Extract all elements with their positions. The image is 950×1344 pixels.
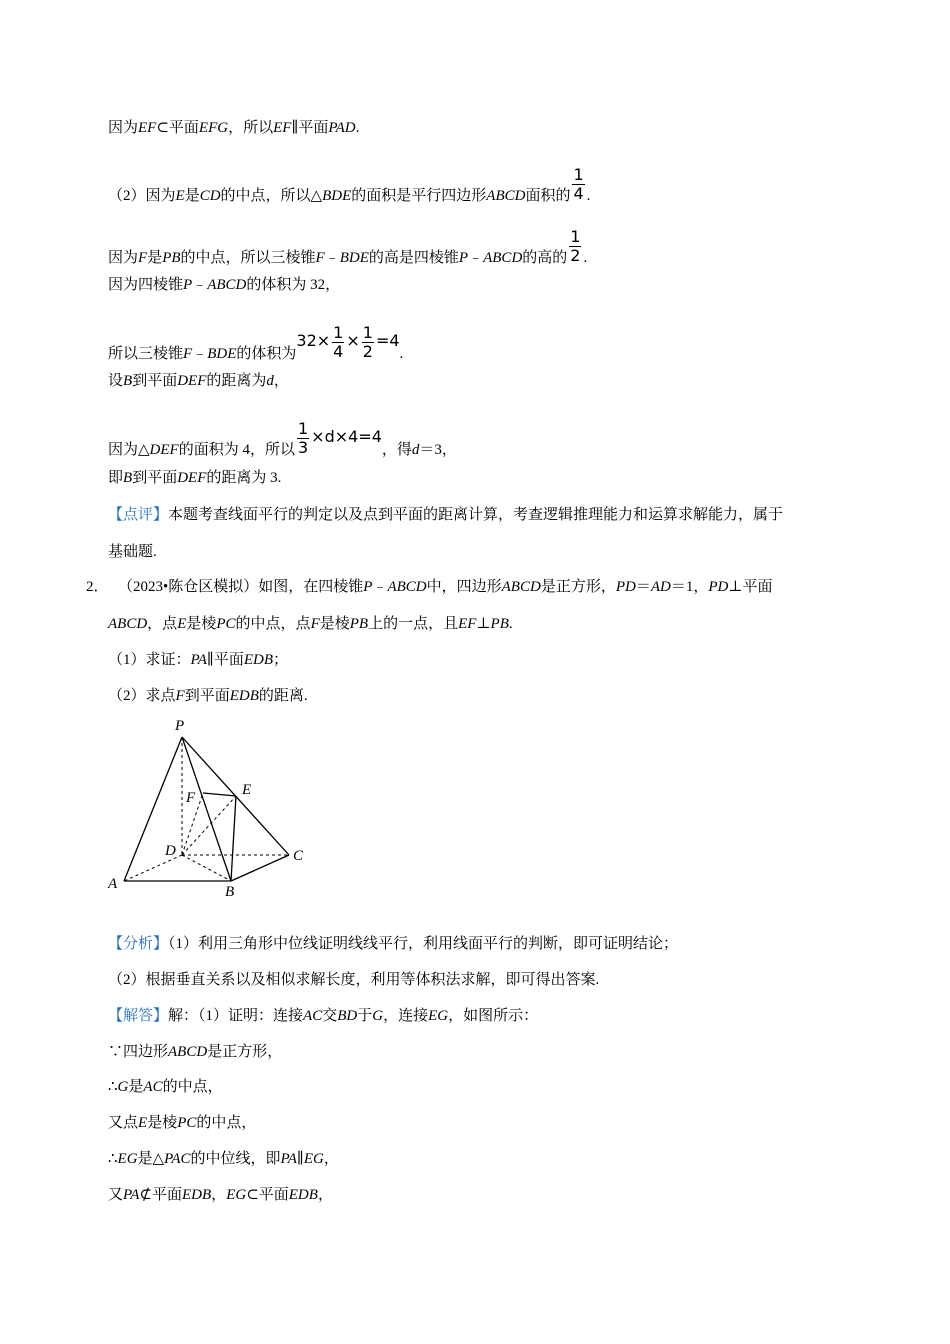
edge-PA — [124, 737, 182, 881]
solution-line-6: 设B到平面DEF的距离为d， — [108, 373, 289, 389]
label-P: P — [175, 718, 185, 734]
problem-stem-line-1: （2023•陈仓区模拟）如图，在四棱锥P﹣ABCD中，四边形ABCD是正方形，PD＝AD＝1，PD⊥平面 — [118, 579, 773, 595]
answer-line-5: ∴EG是△PAC的中位线，即PA∥EG， — [108, 1151, 339, 1167]
solution-line-3: 因为F是PB的中点，所以三棱锥F﹣BDE的高是四棱锥P﹣ABCD的高的 $\frac{1}{2}$ . — [108, 227, 588, 266]
problem-number: 2． — [86, 579, 109, 595]
edge-EB — [231, 796, 236, 881]
answer-line-4: 又点E是棱PC的中点， — [108, 1115, 257, 1131]
comment-line-1: 【点评】本题考查线面平行的判定以及点到平面的距离计算，考查逻辑推理能力和运算求解能力，属于 — [108, 507, 784, 523]
label-D: D — [165, 843, 176, 859]
label-A: A — [108, 876, 118, 892]
label-B: B — [225, 884, 235, 900]
solution-line-4: 因为四棱锥P﹣ABCD的体积为 32， — [108, 277, 341, 293]
fraction-one-quarter: $\frac{1}{4}$ — [573, 165, 584, 203]
analysis-tag: 【分析】 — [108, 936, 169, 952]
label-F: F — [186, 790, 196, 806]
analysis-line-1: 【分析】（1）利用三角形中位线证明线线平行，利用线面平行的判断，即可证明结论； — [108, 936, 679, 952]
analysis-line-2: （2）根据垂直关系以及相似求解长度，利用等体积法求解，即可得出答案. — [108, 972, 600, 988]
solution-line-7: 因为△DEF的面积为 4，所以 $\frac{1}{3}$ ×d×4=4，得d＝3， — [108, 419, 457, 458]
answer-line-2: ∵四边形ABCD是正方形， — [108, 1044, 283, 1060]
answer-tag: 【解答】 — [108, 1008, 169, 1024]
question-1: （1）求证：PA∥平面EDB； — [108, 652, 289, 668]
fraction-one-half: $\frac{1}{2}$ — [570, 227, 581, 265]
answer-line-3: ∴G是AC的中点， — [108, 1079, 223, 1095]
fraction-one-quarter: $\frac{1}{4}$ — [333, 323, 344, 361]
comment-tag: 【点评】 — [108, 507, 169, 523]
answer-line-6: 又PA⊄平面EDB，EG⊂平面EDB， — [108, 1187, 333, 1203]
problem-stem-line-2: ABCD，点E是棱PC的中点，点F是棱PB上的一点，且EF⊥PB. — [108, 616, 513, 632]
solution-line-1: 因为EF⊂平面EFG，所以EF∥平面PAD. — [108, 120, 360, 136]
edge-FE — [203, 793, 236, 796]
answer-line-1: 【解答】解：（1）证明：连接AC交BD于G，连接EG，如图所示： — [108, 1008, 539, 1024]
fraction-one-third: $\frac{1}{3}$ — [297, 419, 309, 457]
label-C: C — [293, 848, 304, 864]
fraction-one-half: $\frac{1}{2}$ — [362, 323, 373, 361]
solution-line-5: 所以三棱锥F﹣BDE的体积为32× $\frac{1}{4}$ × $\frac{1}{2}$ =4. — [108, 323, 404, 362]
pyramid-figure — [100, 710, 320, 905]
question-2: （2）求点F到平面EDB的距离. — [108, 688, 308, 704]
comment-line-2: 基础题. — [108, 544, 157, 560]
label-E: E — [242, 782, 252, 798]
edge-BC — [231, 855, 289, 881]
volume-expression-part: 32× — [296, 330, 331, 350]
solution-line-2: （2）因为E是CD的中点，所以△BDE的面积是平行四边形ABCD面积的 $\frac{1}{4}$ . — [108, 165, 591, 204]
solution-line-8: 即B到平面DEF的距离为 3. — [108, 470, 282, 486]
